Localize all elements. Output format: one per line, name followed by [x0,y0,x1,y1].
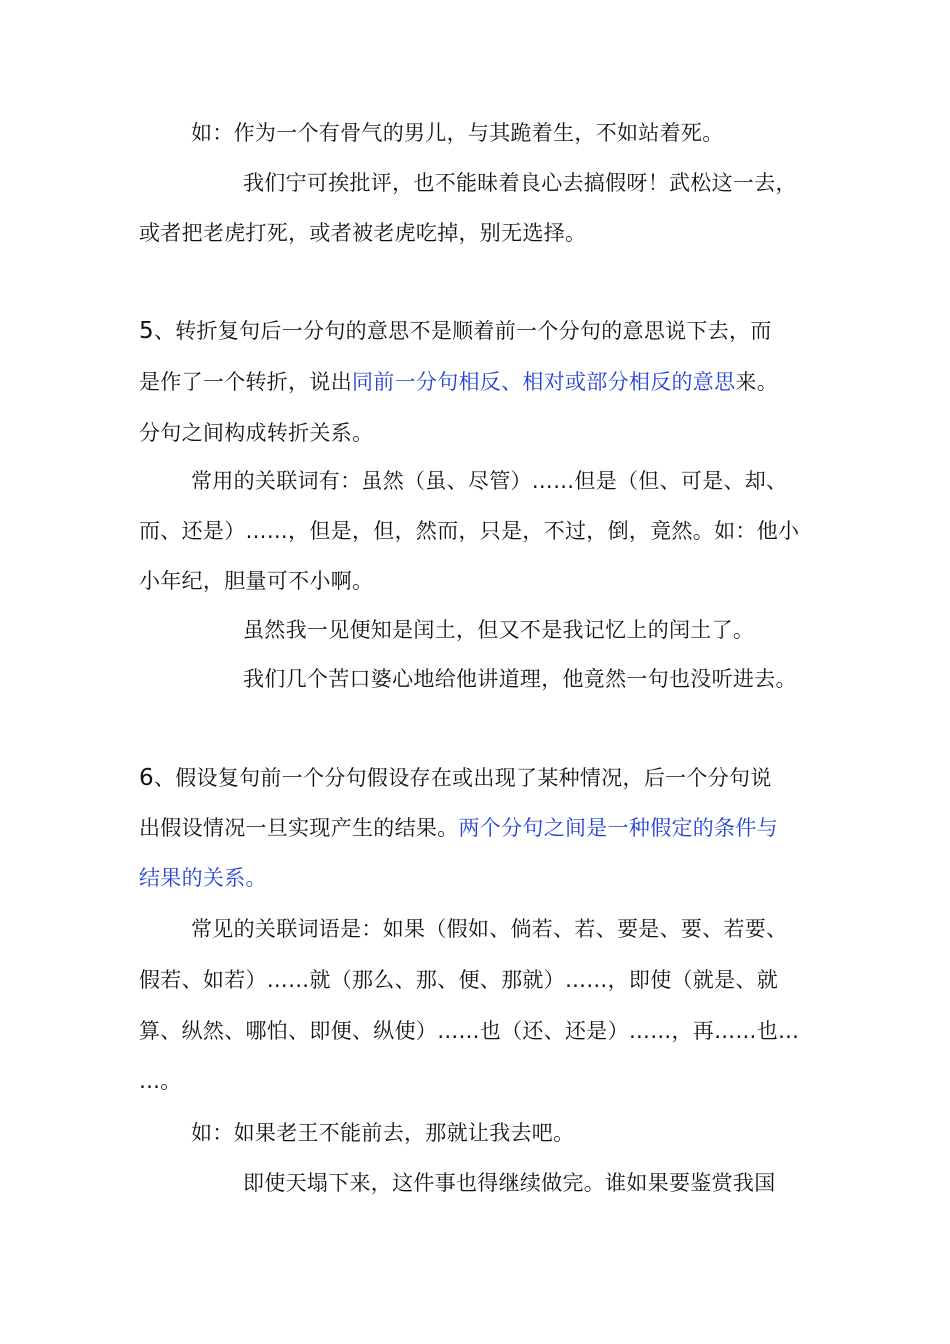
highlighted-text: 结果的关系。 [139,866,267,890]
highlighted-text: 两个分句之间是一种假定的条件与 [458,816,778,840]
paragraph-text: 、转折复句后一分句的意思不是顺着前一个分句的意思说下去，而 [153,319,772,343]
paragraph-line: 算、纵然、哪怕、即便、纵使）……也（还、还是）……，再……也… [139,1019,800,1043]
highlighted-text: 同前一分句相反、相对或部分相反的意思 [352,370,736,394]
example-line: 即使天塌下来，这件事也得继续做完。谁如果要鉴赏我国 [243,1171,776,1195]
paragraph-line: 而、还是）……，但是，但，然而，只是，不过，倒，竟然。如：他小 [139,519,800,543]
paragraph-line: 假若、如若）……就（那么、那、便、那就）……，即使（就是、就 [139,968,778,992]
example-line: 虽然我一见便知是闰土，但又不是我记忆上的闰土了。 [243,618,755,642]
paragraph-line [139,813,778,843]
paragraph-text: 来。 [735,370,779,394]
example-line: 如：作为一个有骨气的男儿，与其跪着生，不如站着死。 [191,121,724,145]
paragraph-line: 小年纪，胆量可不小啊。 [139,569,374,593]
section-number: 5 [139,318,154,344]
example-line: 如：如果老王不能前去，那就让我去吧。 [191,1121,575,1145]
paragraph-line: 分句之间构成转折关系。 [139,421,374,445]
example-line: 我们几个苦口婆心地给他讲道理，他竟然一句也没听进去。 [243,667,797,691]
section-5-heading [139,316,772,346]
paragraph-line [139,367,778,397]
paragraph-text: 是作了一个转折，说出 [139,370,352,394]
section-6-heading [139,763,772,793]
section-number: 6 [139,765,154,791]
paragraph-text: 出假设情况一旦实现产生的结果。 [139,816,459,840]
example-line: 我们宁可挨批评，也不能昧着良心去搞假呀！武松这一去， [243,171,797,195]
example-line: 或者把老虎打死，或者被老虎吃掉，别无选择。 [139,221,587,245]
paragraph-line: 常用的关联词有：虽然（虽、尽管）……但是（但、可是、却、 [191,469,788,493]
paragraph-line: …。 [139,1069,182,1093]
paragraph-line: 常见的关联词语是：如果（假如、倘若、若、要是、要、若要、 [191,917,788,941]
paragraph-text: 、假设复句前一个分句假设存在或出现了某种情况，后一个分句说 [153,766,772,790]
